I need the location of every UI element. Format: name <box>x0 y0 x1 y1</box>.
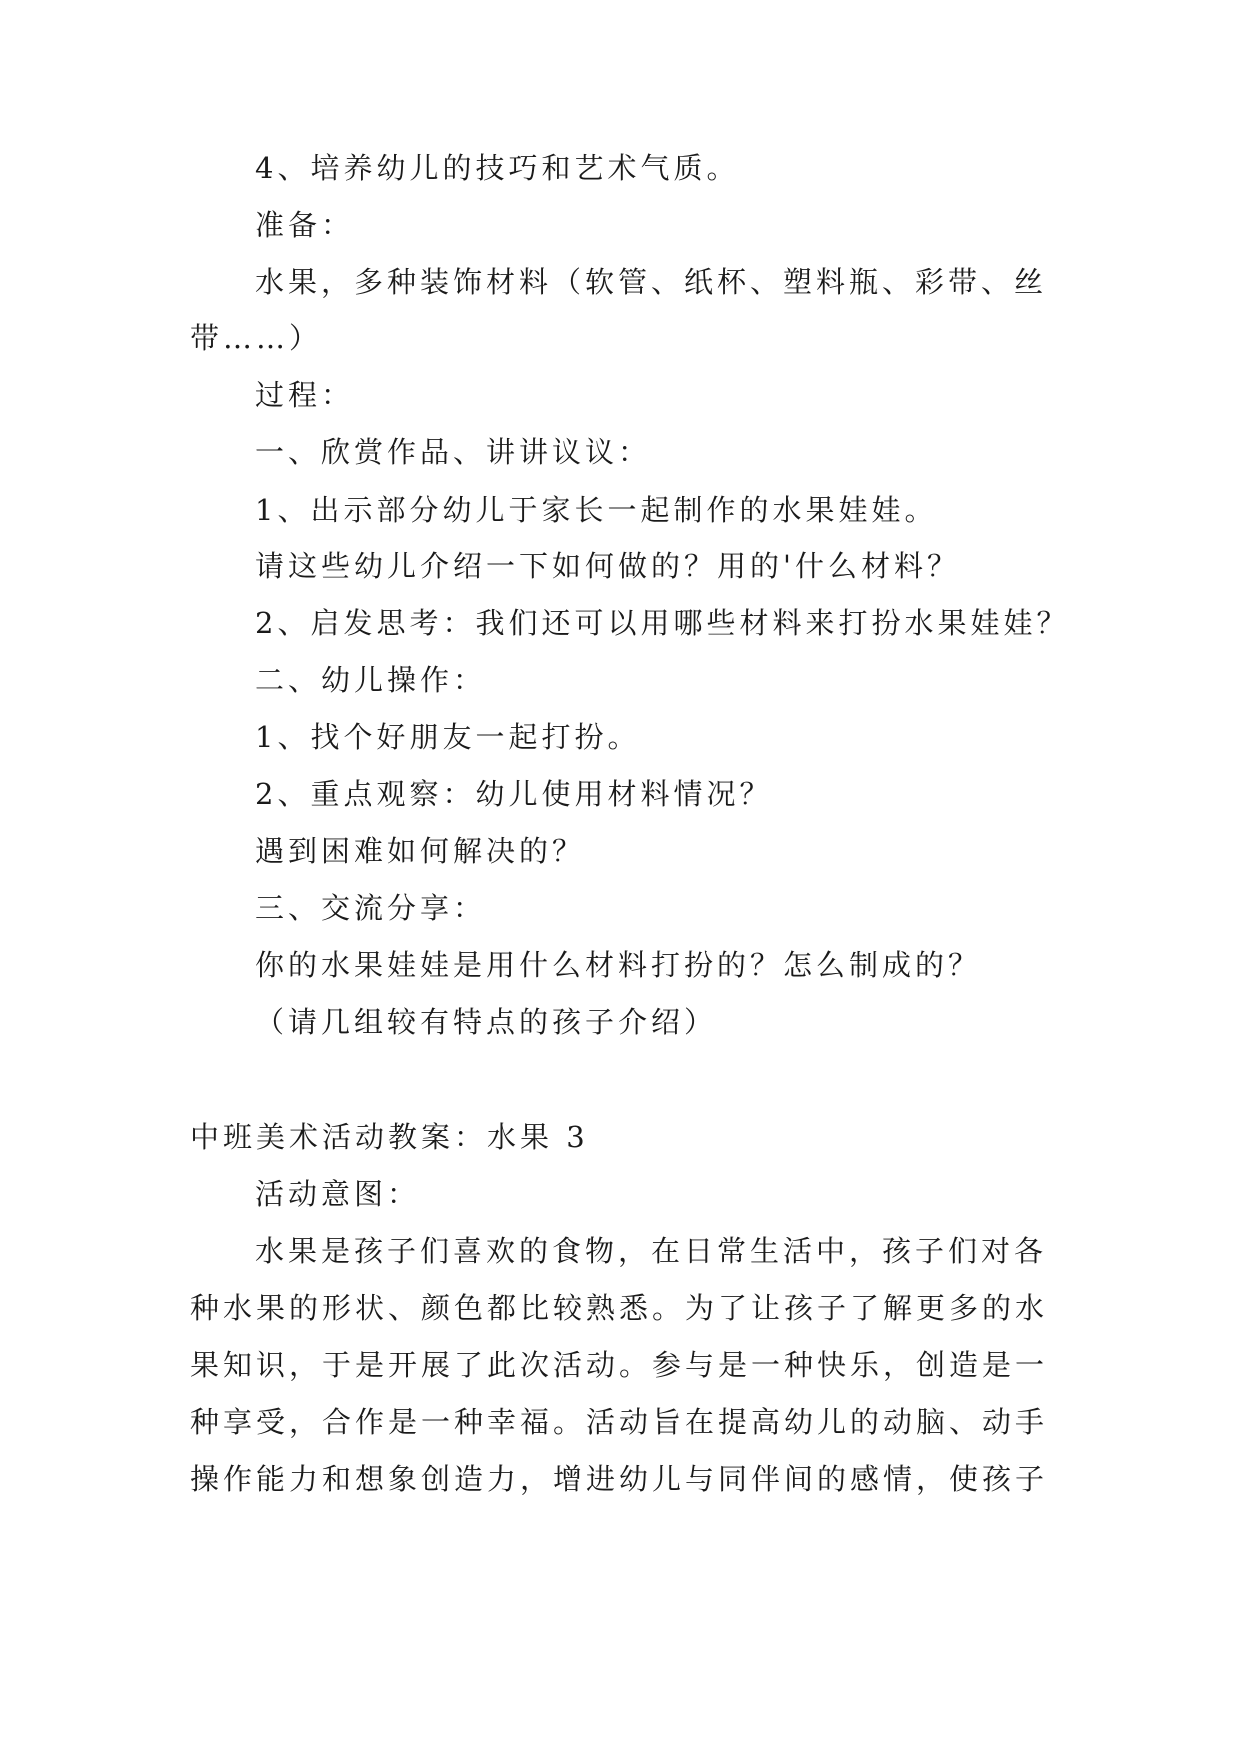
text-line: 4、培养幼儿的技巧和艺术气质。 <box>255 151 740 185</box>
text-line: 你的水果娃娃是用什么材料打扮的？怎么制成的？ <box>255 948 982 982</box>
section-heading: 活动意图： <box>255 1177 421 1211</box>
text-line: 1、出示部分幼儿于家长一起制作的水果娃娃。 <box>255 493 938 527</box>
text-line: 准备： <box>255 208 355 242</box>
text-line: 2、重点观察：幼儿使用材料情况？ <box>255 777 773 811</box>
paragraph-line: 种水果的形状、颜色都比较熟悉。为了让孩子了解更多的水 <box>190 1291 1049 1325</box>
text-line: 水果，多种装饰材料（软管、纸杯、塑料瓶、彩带、丝 <box>255 265 1048 299</box>
text-line: 1、找个好朋友一起打扮。 <box>255 720 641 754</box>
paragraph-line: 种享受，合作是一种幸福。活动旨在提高幼儿的动脑、动手 <box>190 1405 1049 1439</box>
text-line: （请几组较有特点的孩子介绍） <box>255 1005 718 1039</box>
section-heading: 三、交流分享： <box>255 891 487 925</box>
text-line: 2、启发思考：我们还可以用哪些材料来打扮水果娃娃？ <box>255 606 1070 640</box>
section-heading: 一、欣赏作品、讲讲议议： <box>255 435 652 469</box>
paragraph-line: 果知识，于是开展了此次活动。参与是一种快乐，创造是一 <box>190 1348 1049 1382</box>
text-line: 遇到困难如何解决的？ <box>255 834 586 868</box>
text-line: 过程： <box>255 378 355 412</box>
section-heading: 二、幼儿操作： <box>255 663 487 697</box>
paragraph-line: 水果是孩子们喜欢的食物，在日常生活中，孩子们对各 <box>255 1234 1048 1268</box>
text-line: 带……） <box>190 321 323 355</box>
paragraph-line: 操作能力和想象创造力，增进幼儿与同伴间的感情，使孩子 <box>190 1462 1049 1496</box>
text-line: 请这些幼儿介绍一下如何做的？用的'什么材料？ <box>255 549 960 583</box>
document-title: 中班美术活动教案：水果 3 <box>190 1120 589 1154</box>
